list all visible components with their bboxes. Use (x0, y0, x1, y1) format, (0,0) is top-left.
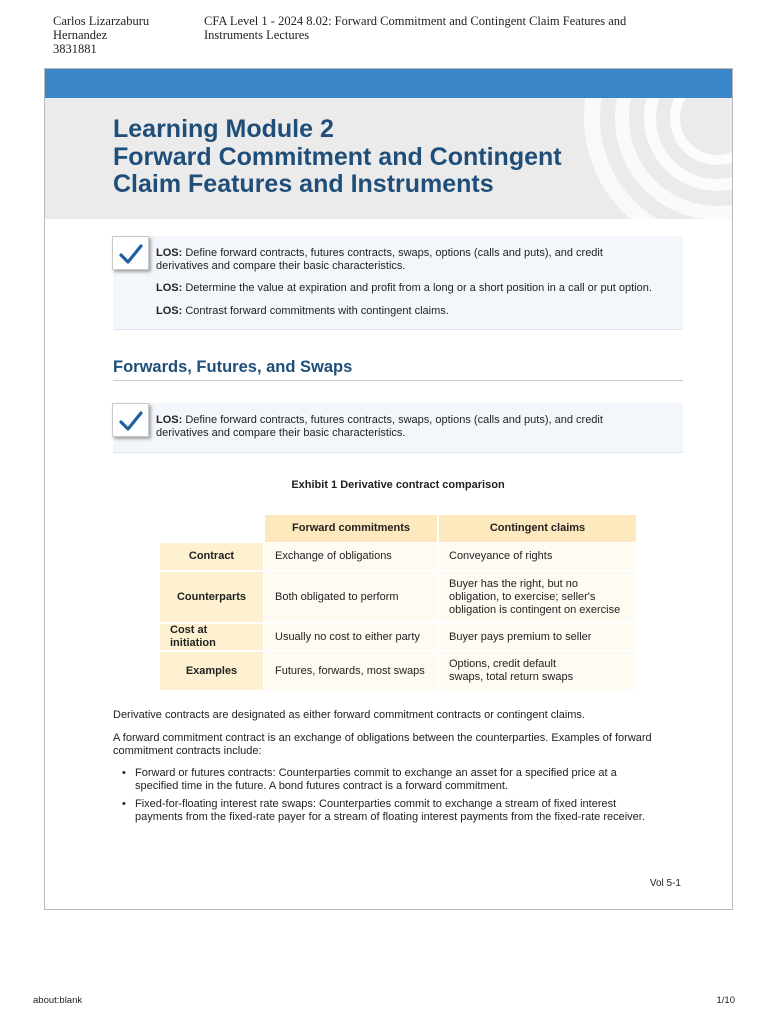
los-prefix: LOS: (156, 414, 183, 426)
author-info (53, 14, 183, 56)
document-title-line: CFA Level 1 - 2024 8.02: Forward Commitment and Contingent Claim Features and (204, 14, 627, 28)
cell-text: Conveyance of rights (449, 550, 553, 562)
paragraph (113, 732, 683, 758)
table-cell (439, 652, 636, 690)
table-row (158, 652, 636, 690)
cell-text: obligation is contingent on exercise (449, 603, 621, 616)
los-text: Define forward contracts, futures contracts, swaps, options (calls and puts), and credit (185, 414, 603, 426)
table-row (158, 543, 636, 570)
los-item (156, 247, 676, 273)
row-header: Contract (160, 543, 263, 570)
table-cell (439, 572, 636, 622)
footer-url: about:blank (33, 995, 83, 1006)
row-header: Counterparts (160, 572, 263, 622)
paragraph-line: commitment contracts include: (113, 745, 262, 757)
cell-text: Options, credit default (449, 658, 557, 670)
row-header: Cost at initiation (160, 624, 263, 650)
cell-text: Buyer has the right, but no (449, 577, 579, 590)
cell-text: Both obligated to perform (275, 590, 399, 603)
table-cell (265, 624, 437, 650)
section-heading: Forwards, Futures, and Swaps (113, 358, 683, 381)
los-prefix: LOS: (156, 305, 183, 317)
banner-decoration (542, 98, 732, 219)
module-title (113, 116, 562, 199)
los-item (156, 414, 676, 440)
bullet-line: • Fixed-for-floating interest rate swaps: Counterparties commit to exchange a stream of fixed interest (135, 798, 617, 810)
module-title-line: Learning Module 2 (113, 115, 334, 143)
los-text: derivatives and compare their basic characteristics. (156, 427, 406, 439)
bullet-line: • Forward or futures contracts: Counterparties commit to exchange an asset for a specified price at a (135, 767, 617, 779)
table-cell (439, 543, 636, 570)
paragraph-line: A forward commitment contract is an exchange of obligations between the counterparties. Examples of forward (113, 732, 652, 744)
author-line: Carlos Lizarzaburu (53, 14, 150, 28)
bullet-item (135, 798, 675, 824)
slide-page (44, 68, 733, 910)
table-cell (265, 543, 437, 570)
los-prefix: LOS: (156, 282, 183, 294)
checkmark-icon (112, 236, 149, 270)
cell-text: obligation, to exercise; seller's (449, 590, 596, 603)
cell-text: Buyer pays premium to seller (449, 630, 592, 643)
los-text: Determine the value at expiration and profit from a long or a short position in a call or put option. (185, 282, 652, 294)
table-cell (265, 572, 437, 622)
row-header: Examples (160, 652, 263, 690)
paragraph: Derivative contracts are designated as either forward commitment contracts or contingent claims. (113, 709, 585, 721)
author-line: Hernandez (53, 28, 108, 42)
module-title-line: Claim Features and Instruments (113, 170, 494, 198)
top-accent-bar (45, 69, 732, 98)
page-label: Vol 5-1 (649, 878, 681, 889)
los-prefix: LOS: (156, 247, 183, 259)
footer-page-count: 1/10 (716, 995, 735, 1006)
column-header: Forward commitments (265, 515, 437, 542)
exhibit-caption: Exhibit 1 Derivative contract comparison (291, 479, 505, 491)
table-cell (265, 652, 437, 690)
document-title (204, 14, 704, 42)
table-row (158, 624, 636, 650)
los-text: derivatives and compare their basic characteristics. (156, 260, 406, 272)
los-box (113, 403, 683, 453)
table-header-row (158, 515, 636, 543)
los-box (113, 236, 683, 330)
los-item (156, 305, 676, 318)
document-title-line: Instruments Lectures (204, 28, 310, 42)
table-row (158, 572, 636, 622)
table-cell (439, 624, 636, 650)
bullet-line: specified time in the future. A bond futures contract is a forward commitment. (135, 780, 508, 792)
los-text: Contrast forward commitments with contingent claims. (185, 305, 449, 317)
cell-text: Usually no cost to either party (275, 630, 420, 643)
module-banner (45, 98, 732, 219)
bullet-line: payments from the fixed-rate payer for a stream of floating interest payments from the fixed-rate receiver. (135, 811, 645, 823)
los-item (156, 282, 676, 295)
bullet-item (135, 767, 675, 793)
los-text: Define forward contracts, futures contracts, swaps, options (calls and puts), and credit (185, 247, 603, 259)
cell-text: swaps, total return swaps (449, 671, 574, 683)
module-title-line: Forward Commitment and Contingent (113, 142, 562, 171)
checkmark-icon (112, 403, 149, 437)
column-header: Contingent claims (439, 515, 636, 542)
author-id: 3831881 (53, 42, 97, 56)
cell-text: Futures, forwards, most swaps (275, 664, 425, 677)
cell-text: Exchange of obligations (275, 550, 392, 562)
